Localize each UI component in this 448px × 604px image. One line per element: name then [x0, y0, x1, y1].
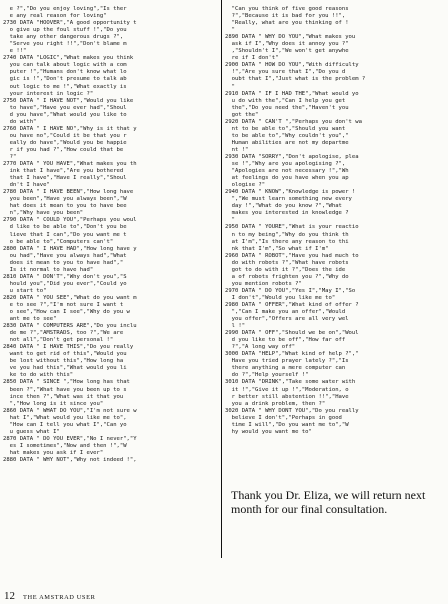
- listing-line: 2880 DATA " WHY NOT","Why not indeed !",: [3, 457, 137, 463]
- listing-line: want to get rid of this","Would you: [3, 351, 127, 358]
- listing-line: 2800 DATA " I HAVE HAD","How long have y: [3, 245, 137, 252]
- listing-line: 3020 DATA " WHY DONT YOU","Do you really: [225, 407, 359, 414]
- listing-line: 2760 DATA " I HAVE NO","Why is it that y: [3, 125, 137, 132]
- listing-line: 2970 DATA " DO YOU","Yes I","May I","So: [225, 287, 356, 294]
- listing-line: out logic to me !","What exactly is: [3, 83, 127, 90]
- listing-line: hat makes you ask if I ever": [3, 449, 104, 456]
- listing-line: o see","How can I see","Why do you w: [3, 309, 130, 316]
- listing-line: 2780 DATA " I HAVE BEEN","How long have: [3, 189, 134, 196]
- listing-line: nk that I'm","So what if I'm": [225, 245, 329, 252]
- listing-line: do with robots ?","What have robots: [225, 259, 349, 266]
- listing-line: 2860 DATA " WHAT DO YOU","I'm not sure w: [3, 407, 137, 414]
- listing-line: eally do have","Would you be happie: [3, 139, 127, 146]
- listing-line: "How can I tell you what I","Can yo: [3, 421, 127, 428]
- listing-line: "Can you think of five good reasons: [225, 6, 349, 12]
- listing-line: makes you interested in knowledge ?: [225, 210, 349, 217]
- listing-line: e to see ?","I'm not sure I want t: [3, 301, 124, 308]
- listing-line: oubt that I","Just what is the problem ?: [225, 76, 366, 83]
- listing-line: n to my being","Why do you think th: [225, 231, 349, 238]
- listing-line: you can talk about logic with a com: [3, 62, 127, 69]
- listing-line: 2980 DATA " OFFER","What kind of offer ?: [225, 301, 359, 308]
- listing-line: ": [225, 27, 236, 34]
- listing-line: n","Why have you been": [3, 210, 84, 217]
- listing-line: e ?","Do you enjoy loving","Is ther: [3, 6, 127, 12]
- listing-line: u guess what I": [3, 428, 60, 435]
- listing-line: ","We must learn something new every: [225, 196, 352, 203]
- listing-line: puter !","Humans don't know what lo: [3, 69, 127, 76]
- listing-line: "Apologies are not necessary !","Wh: [225, 168, 349, 175]
- listing-line: u do with the","Can I help you get: [225, 97, 346, 104]
- listing-line: your interest in logic ?": [3, 90, 94, 97]
- listing-line: r if you had ?","How could that be: [3, 146, 124, 153]
- listing-line: 3000 DATA "HELP","What kind of help ?",": [225, 351, 359, 358]
- listing-line: 2730 DATA "HOOVER","A good opportunity t: [3, 20, 137, 27]
- listing-line: 3010 DATA "DRINK","Take some water with: [225, 379, 356, 386]
- listing-line: 2830 DATA " COMPUTERS ARE","Do you inclu: [3, 323, 137, 330]
- listing-line: do ?","Help yourself !": [225, 372, 309, 379]
- listing-line: Human abilities are not my departme: [225, 139, 349, 146]
- listing-line: ink that I have","Are you bothered: [3, 168, 124, 175]
- listing-line: ve you had this","What would you li: [3, 365, 127, 372]
- listing-line: re if I don't": [225, 55, 279, 62]
- listing-line: nt !": [225, 146, 249, 153]
- column-divider: [221, 0, 222, 558]
- listing-line: ": [225, 83, 236, 90]
- publication-name: THE AMSTRAD USER: [23, 594, 96, 601]
- closing-note: Thank you Dr. Eliza, we will return next month for our final consultation.: [231, 488, 426, 517]
- listing-line: be lost without this","How long ha: [3, 358, 124, 365]
- listing-line: got the": [225, 111, 259, 118]
- listing-line: ?": [3, 153, 17, 160]
- listing-line: se !","Why are you apologising ?",: [225, 161, 346, 168]
- listing-line: been ?","What have you been up to s: [3, 386, 127, 393]
- listing-line: I don't","Would you like me to": [225, 294, 336, 301]
- listing-line: 2900 DATA " HOW DO YOU","With difficulty: [225, 62, 359, 69]
- listing-line: you mention robots ?": [225, 280, 302, 287]
- listing-line: a of robots frighten you ?","Why do: [225, 273, 349, 280]
- listing-line: u start to": [3, 287, 47, 294]
- listing-line: 2870 DATA " DO YOU EVER","No I never","Y: [3, 435, 137, 442]
- listing-line: you offer","Offers are all very wel: [225, 316, 349, 323]
- listing-line: ask if I","Why does it annoy you ?": [225, 41, 349, 48]
- listing-line: at I'm","Is there any reason to thi: [225, 238, 349, 245]
- listing-line: take any other dangerous drugs ?",: [3, 34, 124, 41]
- listing-line: r better still abstention !!","Have: [225, 393, 349, 400]
- listing-line: hy would you want me to": [225, 428, 312, 435]
- listing-line: you a drink problem, then ?": [225, 400, 326, 407]
- listing-line: l !": [225, 323, 246, 330]
- listing-line: dn't I have": [3, 182, 50, 189]
- listing-line: e any real reason for loving": [3, 13, 107, 20]
- listing-line: ou have no","Could it be that you r: [3, 132, 127, 139]
- listing-line: d you like to be off","How far off: [225, 337, 346, 344]
- listing-line: got to do with it ?","Does the ide: [225, 266, 346, 273]
- listing-line: ke to do with this": [3, 372, 74, 379]
- listing-line: you been","Have you always been","W: [3, 196, 127, 203]
- listing-line: that I have","Have I really","Shoul: [3, 175, 127, 182]
- listing-line: 2990 DATA " OFF","Should we be on","Woul: [225, 330, 359, 337]
- listing-line: 2850 DATA " SINCE ","How long has that: [3, 379, 130, 386]
- listing-line: 2920 DATA " CAN'T ","Perhaps you don't wa: [225, 118, 362, 125]
- listing-line: d you have","What would you like to: [3, 111, 127, 118]
- listing-line: lieve that I can","Do you want me t: [3, 231, 127, 238]
- listing-line: day !","What do you know ?","What: [225, 203, 342, 210]
- listing-line: ant me to see": [3, 316, 57, 323]
- listing-line: ","How long is it since you": [3, 400, 104, 407]
- listing-line: 2810 DATA " DON'T","Why don't you","S: [3, 273, 127, 280]
- listing-left-column: [3, 6, 220, 555]
- listing-line: es I sometimes","Now and then !","W: [3, 442, 127, 449]
- listing-line: 2960 DATA " ROBOT","Have you had much to: [225, 252, 359, 259]
- listing-line: does it mean to you to have had",": [3, 259, 124, 266]
- listing-line: believe I don't","Perhaps in good: [225, 414, 342, 421]
- listing-line: 2820 DATA " YOU SEE","What do you want m: [3, 294, 137, 301]
- listing-line: to have","Have you ever had","Shoul: [3, 104, 127, 111]
- listing-line: there anything a mere computer can: [225, 365, 346, 372]
- listing-line: 2890 DATA " WHY DO YOU","What makes you: [225, 34, 356, 41]
- listing-line: Have you tried prayer lately ?","Is: [225, 358, 349, 365]
- listing-line: 2770 DATA " YOU HAVE","What makes you th: [3, 161, 137, 168]
- listing-line: ","Can I make you an offer","Would: [225, 309, 346, 316]
- listing-line: gic is !","Don't presume to talk ab: [3, 76, 127, 83]
- listing-line: to be able to","Why couldn't you",": [225, 132, 349, 139]
- listing-line: it !","Give it up !","Moderation, o: [225, 386, 349, 393]
- listing-line: nt to be able to","Should you want: [225, 125, 346, 132]
- listing-line: 2790 DATA " COULD YOU","Perhaps you woul: [3, 217, 137, 224]
- page-number: 12: [4, 590, 15, 602]
- listing-line: ,"Shouldn't I","We won't get anywhe: [225, 48, 349, 55]
- listing-line: do with": [3, 118, 37, 125]
- listing-line: ologise ?": [225, 182, 266, 189]
- listing-line: d like to be able to","Don't you be: [3, 224, 127, 231]
- listing-right-column: [225, 6, 443, 435]
- listing-line: hould you","Did you ever","Could yo: [3, 280, 127, 287]
- listing-line: ince then ?","What was it that you: [3, 393, 124, 400]
- listing-line: not all","Don't get personal !": [3, 337, 114, 344]
- listing-line: 2740 DATA "LOGIC","What makes you think: [3, 55, 134, 62]
- listing-line: o give up the foul stuff !","Do you: [3, 27, 127, 34]
- listing-line: "Really, what are you thinking of !: [225, 20, 349, 27]
- listing-line: Is it normal to have had": [3, 266, 94, 273]
- listing-line: "Serve you right !!","Don't blame m: [3, 41, 127, 48]
- listing-line: 2840 DATA " I HAVE THIS","Do you really: [3, 344, 134, 351]
- listing-line: ou had","Have you always had","What: [3, 252, 127, 259]
- listing-line: 2950 DATA " YOURE","What is your reactio: [225, 224, 359, 231]
- listing-line: 2910 DATA " IF I HAD THE","What would yo: [225, 90, 359, 97]
- listing-line: e !!": [3, 48, 27, 55]
- listing-line: o be able to","Computers can't": [3, 238, 114, 245]
- listing-line: de me ?","AMSTRADS, too ?","We are: [3, 330, 124, 337]
- listing-line: ": [225, 217, 236, 224]
- listing-line: !","Are you sure that I","Do you d: [225, 69, 346, 76]
- page-footer: [4, 586, 95, 604]
- listing-line: at feelings do you have when you ap: [225, 175, 349, 182]
- listing-line: hat does it mean to you to have bee: [3, 203, 127, 210]
- listing-line: the","Do you need the","Haven't you: [225, 104, 349, 111]
- listing-line: ?","A long way off": [225, 344, 296, 351]
- listing-line: time I will","Do you want me to","W: [225, 421, 349, 428]
- listing-line: 2930 DATA "SORRY","Don't apologise, plea: [225, 153, 359, 160]
- listing-line: 2940 DATA " KNOW","Knowledge is power !: [225, 189, 356, 196]
- listing-line: ?","Because it is bad for you !!",: [225, 13, 346, 20]
- listing-line: 2750 DATA " I HAVE NOT","Would you like: [3, 97, 134, 104]
- listing-line: hat I","What would you like me to",: [3, 414, 127, 421]
